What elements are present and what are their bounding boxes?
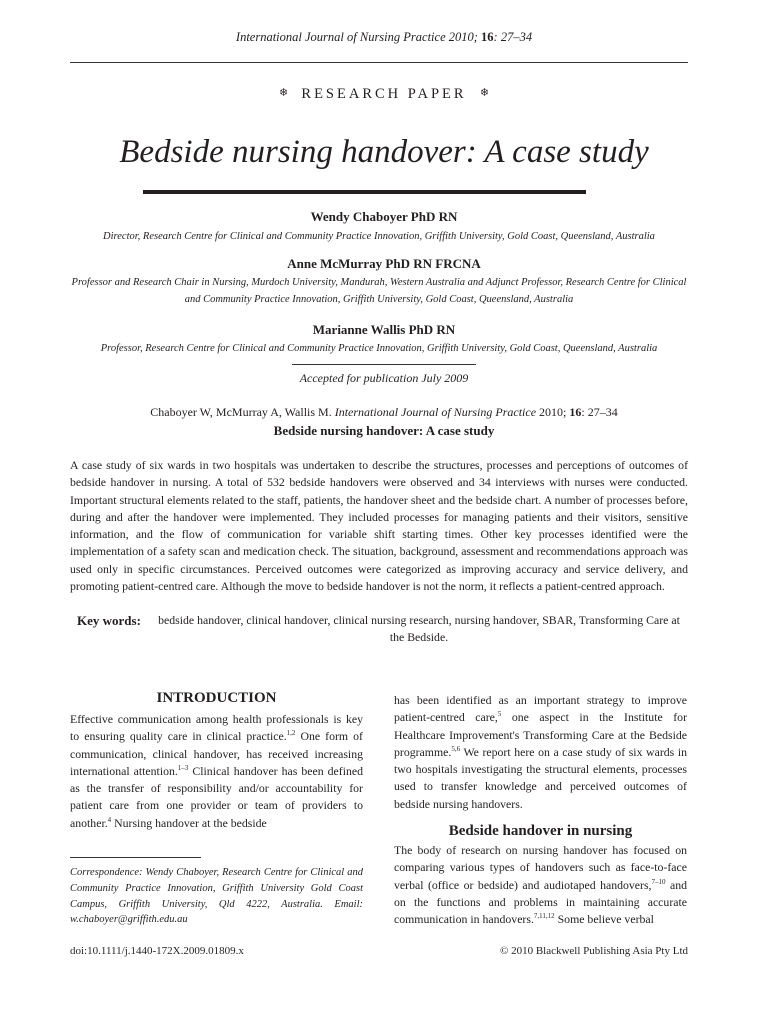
snowflake-icon: ❄ (479, 87, 490, 99)
text-run: and on the functions and problems in maintaining accurate communication in handovers. (394, 877, 687, 927)
title-rule (143, 190, 586, 194)
bedside-paragraph (394, 842, 687, 928)
citation-year: 2010; (536, 405, 570, 419)
citation-volume: 16 (569, 405, 582, 419)
reference: 7,11,12 (533, 912, 555, 921)
journal-header (0, 30, 768, 45)
intro-paragraph (70, 711, 363, 832)
text-run: one aspect in the Institute for Healthcare Improvement's Transforming Care at the Bedside programme. (394, 710, 687, 759)
accepted-rule (292, 364, 476, 365)
text-run: The body of research on nursing handover has focused on comparing various types of handovers such as face-to-face verbal (office or bedside) and audiotaped handovers, (394, 843, 687, 892)
text-run: Clinical handover has been defined as the transfer of responsibility and/or accountability for patient care from one provider or team of providers to another. (70, 763, 364, 830)
reference: 1,2 (286, 729, 296, 738)
text-run: has been identified as an important strategy to improve patient-centred care, (394, 693, 687, 725)
paper-title: Bedside nursing handover: A case study (119, 134, 649, 170)
journal-pages: : 27–34 (493, 30, 533, 44)
author-affiliation: Director, Research Centre for Clinical and Community Practice Innovation, Griffith University, Gold Coast, Queensland, Australia (103, 231, 655, 242)
author-name: Anne McMurray PhD RN FRCNA (287, 256, 481, 271)
author-name: Marianne Wallis PhD RN (312, 322, 456, 337)
text-run: Nursing handover at the bedside (111, 815, 267, 830)
text-run: One form of communication, clinical handover, has received increasing international attention. (70, 729, 363, 778)
reference: 7–10 (651, 877, 666, 886)
author-name: Wendy Chaboyer PhD RN (310, 209, 458, 224)
citation-title: Bedside nursing handover: A case study (273, 423, 495, 438)
citation-authors: Chaboyer W, McMurray A, Wallis M. (150, 405, 335, 419)
header-rule (70, 62, 688, 63)
citation-pages: : 27–34 (581, 405, 618, 419)
journal-volume: 16 (481, 30, 494, 44)
text-run: Effective communication among health professionals is key to ensuring quality care in clinical practice. (70, 712, 363, 744)
text-run: We report here on a case study of six wards in two hospitals investigating the structural elements, processes used to transfer knowledge and perceived outcomes of bedside nursing handovers. (394, 744, 687, 811)
author-affiliation: Professor, Research Centre for Clinical and Community Practice Innovation, Griffith University, Gold Coast, Queensland, Australia (100, 343, 658, 354)
abstract: A case study of six wards in two hospitals was undertaken to describe the structures, processes and perceptions of outcomes of bedside handover in nursing. A total of 532 bedside handovers were observed and 34 interviews with nurses were conducted. Important structural elements related to the staff, patients, the handover sheet and the bedside chart. A number of processes before, during and after the handover were implemented. They included processes for managing patients and their visitors, sensitive information, and the flow of communication for variable shift starting times. Other key processes identified were the implementation of a safety scan and medication check. The situation, background, assessment and recommendations approach was used only in specific circumstances. Perceived outcomes were categorized as improving accuracy and service delivery, and promoting patient-centred care. Although the move to bedside handover is not the norm, it reflects a patient-centred approach. (70, 458, 688, 594)
section-label (0, 86, 768, 103)
keywords (70, 612, 688, 647)
journal-header-text: International Journal of Nursing Practice 2010; (235, 30, 482, 44)
correspondence-note: Correspondence: Wendy Chaboyer, Research Centre for Clinical and Community Practice Innovation, Griffith University Gold Coast Campus, Griffith University, Qld 4222, Australia. Email: w.chaboyer@griffith.edu.au (70, 867, 363, 926)
intro-continued-paragraph (394, 692, 687, 813)
reference: 5 (497, 710, 502, 719)
accepted-date: Accepted for publication July 2009 (299, 371, 469, 385)
citation (0, 405, 768, 420)
intro-heading: INTRODUCTION (156, 690, 277, 706)
keywords-label: Key words: (77, 613, 141, 628)
author-affiliation: Professor and Research Chair in Nursing, Murdoch University, Mandurah, Western Australia and Adjunct Professor, Research Centre for Clinical and Community Practice Innovation, Griffith University, Gold Coast, Queensland, Australia (71, 277, 687, 305)
section-label-text: RESEARCH PAPER (301, 86, 467, 102)
bedside-heading: Bedside handover in nursing (448, 823, 633, 839)
text-run: Some believe verbal (554, 912, 654, 927)
reference: 1–3 (177, 763, 189, 772)
reference: 5,6 (451, 744, 461, 753)
footnote-rule (70, 857, 201, 858)
copyright: © 2010 Blackwell Publishing Asia Pty Ltd (499, 945, 688, 957)
reference: 4 (107, 815, 112, 824)
doi: doi:10.1111/j.1440-172X.2009.01809.x (70, 945, 244, 957)
keywords-text: bedside handover, clinical handover, clinical nursing research, nursing handover, SBAR, Transforming Care at the Bedside. (158, 613, 680, 645)
citation-journal: International Journal of Nursing Practice (334, 405, 537, 419)
snowflake-icon: ❄ (278, 87, 289, 99)
